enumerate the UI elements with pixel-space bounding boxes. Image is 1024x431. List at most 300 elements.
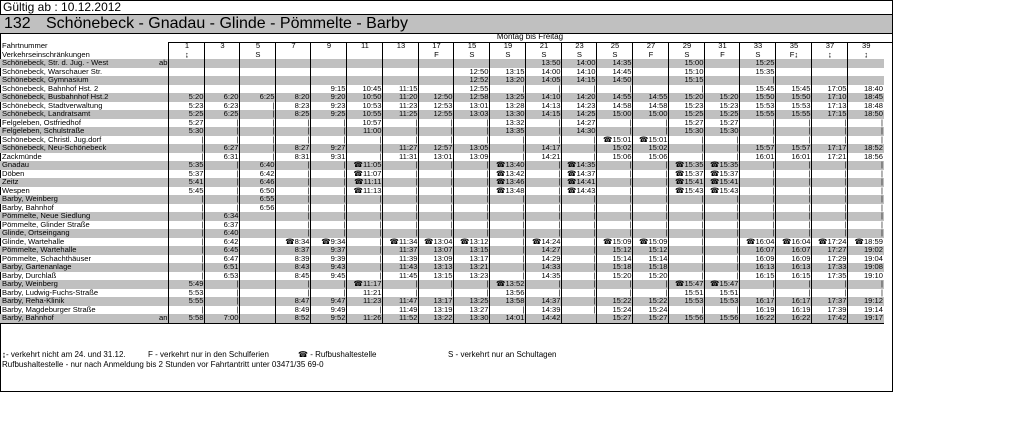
departure-time: 5:37 (169, 170, 205, 179)
departure-time: 15:50 (740, 93, 776, 102)
departure-time: 13:19 (419, 306, 454, 315)
departure-time: 5:45 (169, 187, 205, 196)
departure-time: | (419, 195, 454, 204)
departure-time (812, 68, 848, 77)
restrictions-row (0, 51, 884, 60)
restriction-code: S (454, 51, 490, 60)
departure-time: 13:20 (490, 76, 526, 85)
departure-time: 14:13 (526, 102, 562, 111)
departure-time: 15:25 (705, 110, 740, 119)
departure-time: | (562, 221, 597, 230)
departure-time (276, 68, 311, 77)
trip-number: 29 (669, 42, 705, 51)
departure-time: | (812, 195, 848, 204)
departure-time (240, 314, 276, 323)
departure-time: 19:17 (848, 314, 884, 323)
departure-time: | (705, 212, 740, 221)
departure-time: 15:35 (740, 68, 776, 77)
departure-time: | (562, 297, 597, 306)
departure-time: 15:24 (633, 306, 669, 315)
departure-time: | (705, 229, 740, 238)
trip-number: 39 (848, 42, 884, 51)
departure-time: | (169, 204, 205, 213)
departure-time: | (454, 212, 490, 221)
legend-schultage: S - verkehrt nur an Schultagen (448, 350, 557, 359)
departure-time: | (526, 119, 562, 128)
departure-time: | (740, 204, 776, 213)
day-header: Montag bis Freitag (168, 32, 892, 43)
departure-time: 6:51 (205, 263, 240, 272)
departure-time: | (812, 221, 848, 230)
departure-time: ☎15:43 (669, 187, 705, 196)
departure-time: | (848, 280, 884, 289)
departure-time: | (490, 221, 526, 230)
departure-time: | (848, 289, 884, 298)
departure-time: 13:09 (419, 255, 454, 264)
departure-time: 16:07 (776, 246, 812, 255)
departure-time: 15:30 (669, 127, 705, 136)
departure-time: | (669, 144, 705, 153)
departure-time: | (597, 187, 633, 196)
departure-time: | (848, 221, 884, 230)
departure-time: | (562, 136, 597, 145)
stop-row (0, 110, 884, 119)
departure-time: 15:30 (705, 127, 740, 136)
departure-time: 14:15 (526, 110, 562, 119)
departure-time: 15:22 (633, 297, 669, 306)
arrival-departure-marker (158, 127, 169, 136)
departure-time: 14:21 (526, 153, 562, 162)
departure-time: | (705, 221, 740, 230)
departure-time (240, 212, 276, 221)
departure-time: | (419, 221, 454, 230)
stop-name: Glinde, Wartehalle (2, 237, 65, 246)
departure-time: 17:33 (812, 263, 848, 272)
restrictions-label: Verkehrseinschränkungen (2, 50, 90, 59)
departure-time: 13:30 (454, 314, 490, 323)
departure-time: 15:12 (597, 246, 633, 255)
departure-time: | (347, 212, 383, 221)
departure-time (490, 59, 526, 68)
departure-time: 14:35 (597, 59, 633, 68)
departure-time: | (419, 161, 454, 170)
departure-time: | (419, 136, 454, 145)
departure-time: 15:53 (740, 102, 776, 111)
departure-time: | (669, 204, 705, 213)
departure-time: | (526, 195, 562, 204)
departure-time: 8:27 (276, 144, 311, 153)
departure-time: | (848, 161, 884, 170)
departure-time (311, 68, 347, 77)
departure-time: | (812, 204, 848, 213)
departure-time: | (383, 221, 419, 230)
departure-time: | (597, 161, 633, 170)
departure-time: | (740, 119, 776, 128)
departure-time (240, 238, 276, 247)
stop-row (0, 136, 884, 145)
departure-time: 15:27 (669, 119, 705, 128)
departure-time: | (740, 212, 776, 221)
departure-time: 11:31 (383, 153, 419, 162)
departure-time: | (454, 221, 490, 230)
departure-time: | (848, 127, 884, 136)
departure-time: | (169, 136, 205, 145)
departure-time: | (347, 229, 383, 238)
departure-time: ☎15:35 (669, 161, 705, 170)
title-bar (0, 14, 892, 34)
departure-time: | (812, 161, 848, 170)
departure-time: ☎15:09 (597, 238, 633, 247)
departure-time: 10:45 (347, 85, 383, 94)
departure-time (633, 85, 669, 94)
departure-time: | (490, 136, 526, 145)
departure-time: | (383, 187, 419, 196)
route-title: Schönebeck - Gnadau - Glinde - Pömmelte - Barby (46, 15, 408, 32)
departure-time: | (740, 187, 776, 196)
departure-time (705, 76, 740, 85)
departure-time: 12:50 (454, 68, 490, 77)
departure-time (347, 68, 383, 77)
departure-time: | (454, 170, 490, 179)
departure-time: 13:17 (419, 297, 454, 306)
departure-time: | (597, 127, 633, 136)
departure-time: ☎13:04 (419, 238, 454, 247)
departure-time: ☎13:42 (490, 170, 526, 179)
departure-time: | (740, 136, 776, 145)
departure-time: | (169, 255, 205, 264)
departure-time: | (597, 178, 633, 187)
departure-time: 14:27 (562, 119, 597, 128)
departure-time: | (240, 127, 276, 136)
stop-name: Felgeleben, Ostfriedhof (2, 118, 81, 127)
trip-number: 33 (740, 42, 776, 51)
stop-row (0, 263, 884, 272)
arrival-departure-marker (158, 76, 169, 85)
departure-time: 12:57 (419, 144, 454, 153)
departure-time: | (205, 119, 240, 128)
arrival-departure-marker (158, 195, 169, 204)
departure-time: | (740, 127, 776, 136)
departure-time: | (669, 255, 705, 264)
departure-time: 15:57 (740, 144, 776, 153)
departure-time: | (562, 144, 597, 153)
departure-time: | (383, 136, 419, 145)
departure-time: 15:18 (633, 263, 669, 272)
departure-time (240, 272, 276, 281)
departure-time (240, 246, 276, 255)
departure-time: | (597, 212, 633, 221)
departure-time: 13:22 (419, 314, 454, 323)
departure-time: | (169, 195, 205, 204)
restriction-code (205, 51, 240, 60)
departure-time: 9:47 (311, 297, 347, 306)
line-number: 132 (4, 15, 31, 32)
departure-time: 13:50 (526, 59, 562, 68)
departure-time: 5:27 (169, 119, 205, 128)
departure-time: | (276, 221, 311, 230)
departure-time: 15:27 (633, 314, 669, 323)
departure-time: | (633, 187, 669, 196)
departure-time: | (776, 280, 812, 289)
stop-row (0, 297, 884, 306)
departure-time: | (633, 289, 669, 298)
arrival-departure-marker (158, 170, 169, 179)
departure-time: ☎13:48 (490, 187, 526, 196)
departure-time: | (347, 144, 383, 153)
departure-time: 13:05 (454, 144, 490, 153)
departure-time: 15:53 (669, 297, 705, 306)
departure-time: 15:18 (597, 263, 633, 272)
stop-row (0, 76, 884, 85)
departure-time: 18:52 (848, 144, 884, 153)
departure-time (240, 280, 276, 289)
restriction-code: S (562, 51, 597, 60)
departure-time: 14:58 (597, 102, 633, 111)
departure-time: | (562, 238, 597, 247)
departure-time (705, 59, 740, 68)
departure-time: | (276, 161, 311, 170)
departure-time: 8:23 (276, 102, 311, 111)
departure-time: | (276, 212, 311, 221)
departure-time (419, 85, 454, 94)
departure-time: | (311, 127, 347, 136)
departure-time: | (848, 136, 884, 145)
departure-time: 15:56 (669, 314, 705, 323)
departure-time: | (740, 161, 776, 170)
stop-row (0, 119, 884, 128)
departure-time: 17:17 (812, 144, 848, 153)
departure-time: | (490, 195, 526, 204)
departure-time: 9:20 (311, 93, 347, 102)
departure-time: 6:37 (205, 221, 240, 230)
departure-time: 9:39 (311, 255, 347, 264)
departure-time: | (347, 238, 383, 247)
arrival-departure-marker (158, 297, 169, 306)
arrival-departure-marker (158, 68, 169, 77)
departure-time: 5:53 (169, 289, 205, 298)
departure-time: 13:21 (454, 263, 490, 272)
stop-row (0, 289, 884, 298)
departure-time (848, 68, 884, 77)
departure-time: | (276, 119, 311, 128)
arrival-departure-marker (158, 102, 169, 111)
departure-time: | (740, 76, 776, 85)
restriction-code (347, 51, 383, 60)
departure-time: | (562, 306, 597, 315)
departure-time: 17:42 (812, 314, 848, 323)
departure-time: | (205, 195, 240, 204)
departure-time (240, 289, 276, 298)
departure-time: ☎14:24 (526, 238, 562, 247)
departure-time: 18:48 (848, 102, 884, 111)
departure-time: | (347, 153, 383, 162)
departure-time: | (490, 255, 526, 264)
departure-time: | (597, 289, 633, 298)
departure-time: | (311, 136, 347, 145)
departure-time: | (526, 221, 562, 230)
departure-time: ☎18:59 (848, 238, 884, 247)
stop-row (0, 68, 884, 77)
departure-time: 14:23 (562, 102, 597, 111)
departure-time: 19:12 (848, 297, 884, 306)
departure-time: 9:27 (311, 144, 347, 153)
departure-time: | (205, 297, 240, 306)
departure-time (776, 76, 812, 85)
departure-time: 9:23 (311, 102, 347, 111)
departure-time: | (597, 280, 633, 289)
departure-time: 15:22 (597, 297, 633, 306)
departure-time: ☎11:13 (347, 187, 383, 196)
departure-time: 11:45 (383, 272, 419, 281)
departure-time: 14:37 (526, 297, 562, 306)
departure-time: | (383, 212, 419, 221)
stop-row (0, 314, 884, 323)
departure-time: | (454, 161, 490, 170)
departure-time: 15:51 (669, 289, 705, 298)
departure-time: | (276, 187, 311, 196)
trip-number: 17 (419, 42, 454, 51)
departure-time: ☎15:41 (669, 178, 705, 187)
arrival-departure-marker (158, 187, 169, 196)
departure-time: | (812, 170, 848, 179)
stop-name: Barby, Weinberg (0, 195, 158, 204)
departure-time: | (454, 127, 490, 136)
departure-time: | (776, 204, 812, 213)
departure-time: | (454, 204, 490, 213)
departure-time: | (669, 246, 705, 255)
trip-number: 15 (454, 42, 490, 51)
departure-time: | (812, 280, 848, 289)
trip-number-label: Fahrtnummer (2, 42, 48, 50)
departure-time: | (419, 280, 454, 289)
departure-time: | (705, 136, 740, 145)
departure-time: | (526, 280, 562, 289)
departure-time: 14:20 (562, 93, 597, 102)
departure-time: ☎13:40 (490, 161, 526, 170)
departure-time: 14:58 (633, 102, 669, 111)
departure-time: | (454, 187, 490, 196)
departure-time: ☎15:43 (705, 187, 740, 196)
stop-name: Barby, Weinberg (0, 280, 158, 289)
departure-time: 16:19 (740, 306, 776, 315)
departure-time: 15:20 (705, 93, 740, 102)
departure-time: | (205, 289, 240, 298)
departure-time: 13:03 (454, 110, 490, 119)
departure-time: 15:51 (705, 289, 740, 298)
departure-time: | (419, 170, 454, 179)
departure-time: 8:49 (276, 306, 311, 315)
departure-time: 6:42 (205, 238, 240, 247)
departure-time: | (776, 119, 812, 128)
departure-time: | (240, 110, 276, 119)
departure-time: ☎11:34 (383, 238, 419, 247)
departure-time: ☎9:34 (311, 238, 347, 247)
trip-number: 23 (562, 42, 597, 51)
departure-time: | (776, 229, 812, 238)
restriction-code: S (526, 51, 562, 60)
departure-time: 5:49 (169, 280, 205, 289)
departure-time: | (383, 119, 419, 128)
departure-time: 6:25 (240, 93, 276, 102)
stop-name: Pömmelte, Schachthäuser (2, 254, 92, 263)
departure-time: | (562, 204, 597, 213)
departure-time: | (776, 178, 812, 187)
departure-time: | (169, 306, 205, 315)
departure-time: | (276, 127, 311, 136)
departure-time: | (347, 272, 383, 281)
departure-time: ☎17:24 (812, 238, 848, 247)
departure-time: | (347, 195, 383, 204)
departure-time: | (490, 144, 526, 153)
departure-time: 7:00 (205, 314, 240, 323)
departure-time: | (383, 127, 419, 136)
departure-time: 19:04 (848, 255, 884, 264)
departure-time: 14:27 (526, 246, 562, 255)
stop-name: Barby, Reha-Klinik (0, 297, 158, 306)
departure-time: | (347, 136, 383, 145)
stop-name: Barby, Magdeburger Straße (2, 305, 96, 314)
stop-row (0, 178, 884, 187)
departure-time: 12:53 (419, 102, 454, 111)
departure-time: | (419, 187, 454, 196)
stop-row (0, 187, 884, 196)
departure-time: 9:52 (311, 314, 347, 323)
departure-time (240, 297, 276, 306)
departure-time: | (669, 272, 705, 281)
departure-time: 18:45 (848, 93, 884, 102)
departure-time: 10:53 (347, 102, 383, 111)
departure-time: | (776, 289, 812, 298)
departure-time: ☎15:37 (705, 170, 740, 179)
departure-time: 19:10 (848, 272, 884, 281)
departure-time: | (812, 187, 848, 196)
departure-time: | (526, 178, 562, 187)
departure-time (633, 76, 669, 85)
arrival-departure-marker (158, 161, 169, 170)
departure-time: 5:55 (169, 297, 205, 306)
departure-time: 17:21 (812, 153, 848, 162)
departure-time: 9:31 (311, 153, 347, 162)
departure-time: ☎11:07 (347, 170, 383, 179)
departure-time: 14:29 (526, 255, 562, 264)
departure-time (383, 76, 419, 85)
departure-time: | (454, 136, 490, 145)
departure-time: | (311, 204, 347, 213)
departure-time: | (669, 85, 705, 94)
departure-time (419, 76, 454, 85)
stop-name: Barby, Gartenanlage (0, 263, 158, 272)
departure-time: | (311, 161, 347, 170)
departure-time (812, 76, 848, 85)
departure-time (633, 59, 669, 68)
departure-time: | (526, 229, 562, 238)
departure-time: 17:39 (812, 306, 848, 315)
departure-time: 13:13 (419, 263, 454, 272)
departure-time: | (740, 170, 776, 179)
departure-time: 15:27 (705, 119, 740, 128)
departure-time: | (562, 272, 597, 281)
departure-time: 16:01 (740, 153, 776, 162)
departure-time: 16:15 (740, 272, 776, 281)
arrival-departure-marker (158, 204, 169, 213)
departure-time: 15:27 (597, 314, 633, 323)
departure-time: 5:23 (169, 102, 205, 111)
departure-time: | (419, 178, 454, 187)
departure-time: | (562, 85, 597, 94)
departure-time: 17:35 (812, 272, 848, 281)
departure-time: | (205, 280, 240, 289)
departure-time (776, 59, 812, 68)
